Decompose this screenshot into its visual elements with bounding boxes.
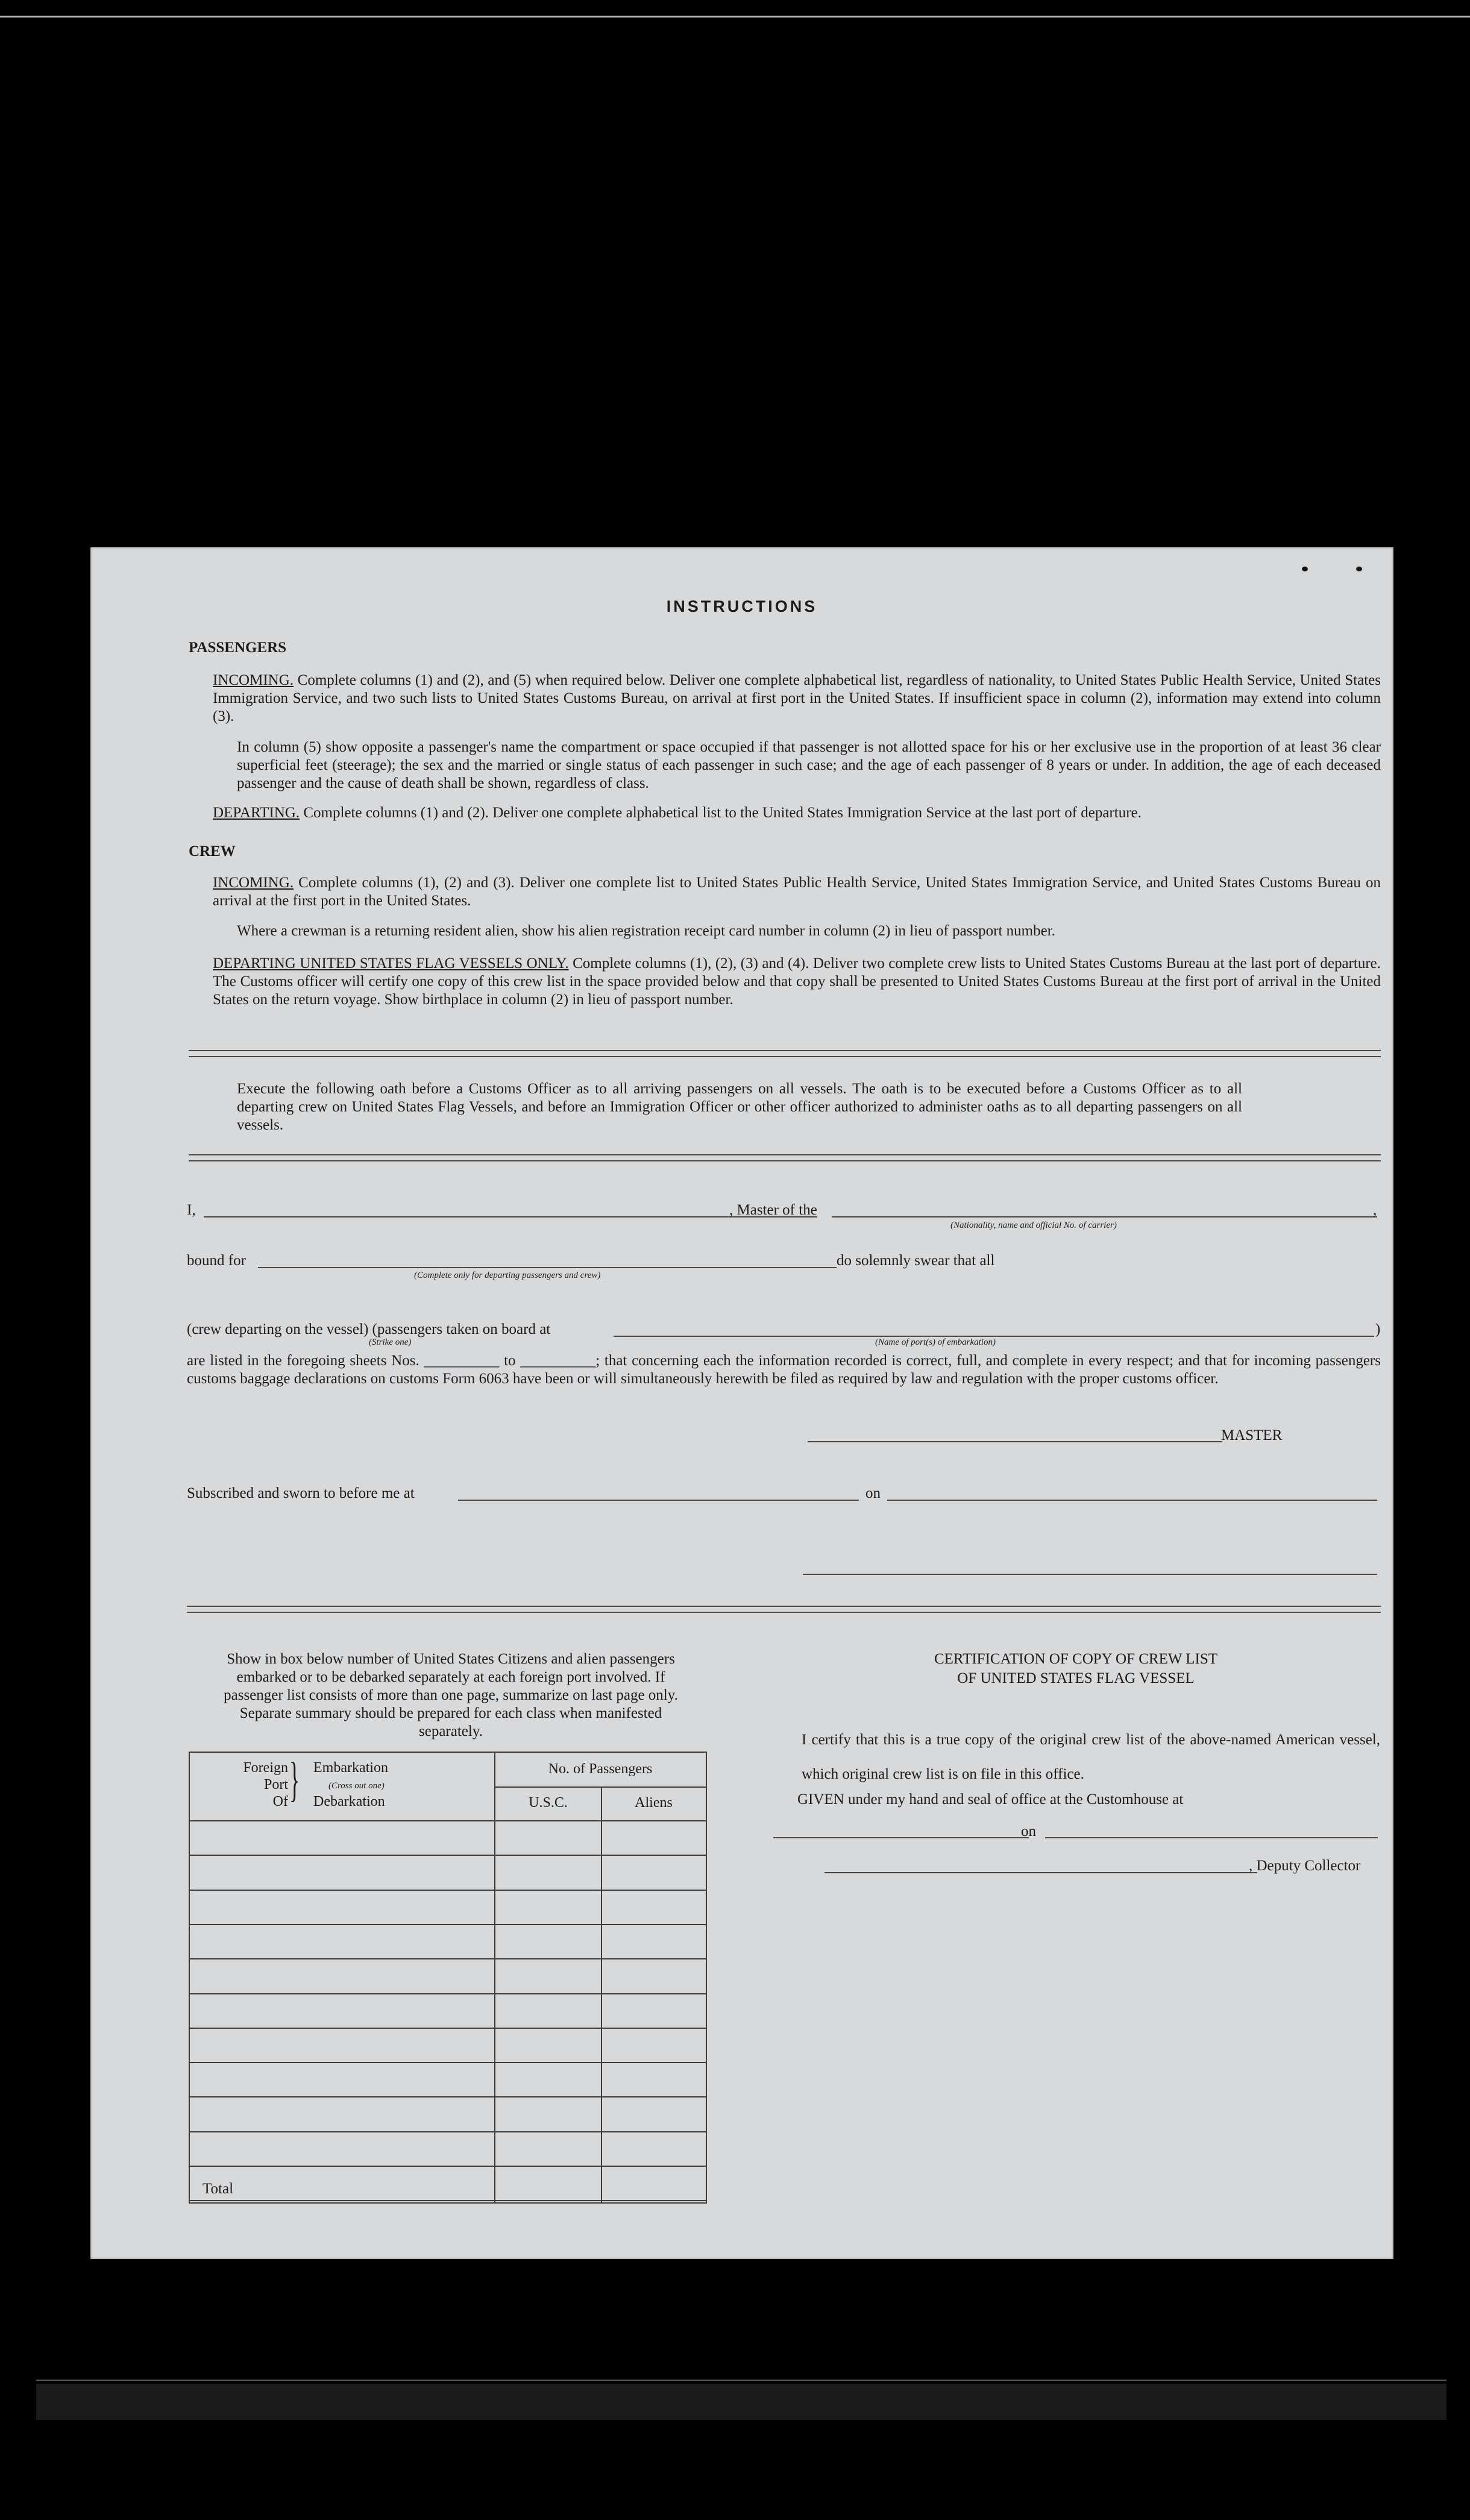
crew-departing-text: Complete columns (1), (2), (3) and (4). Deliver two complete crew lists to United States Customs Bureau at the last port of departure. The Customs officer will certify one copy of this crew list in the space provided below and that copy shall be presented to United States Customs Bureau at the first port of arrival in the United States on the return voyage. Show birthplace in column (2) in lieu of passport number. bbox=[213, 955, 1381, 1008]
table-row bbox=[189, 1820, 706, 1821]
close-paren: ) bbox=[1375, 1321, 1381, 1337]
aliens-header: Aliens bbox=[635, 1795, 673, 1811]
crew-incoming-paragraph bbox=[213, 874, 1381, 910]
solemnly-swear-label: do solemnly swear that all bbox=[837, 1252, 995, 1269]
table-column-rule bbox=[494, 1752, 495, 2204]
table-row bbox=[189, 2131, 706, 2132]
crew-departing-label: (crew departing on the vessel) (passengers taken on board at bbox=[187, 1321, 551, 1337]
page-title: INSTRUCTIONS bbox=[666, 597, 818, 615]
punch-mark bbox=[1302, 567, 1308, 571]
port-label: Port bbox=[263, 1777, 288, 1793]
master-signature-line[interactable] bbox=[808, 1441, 1222, 1442]
crew-resident-paragraph: Where a crewman is a returning resident alien, show his alien registration receipt card number in column (2) in lieu of passport number. bbox=[237, 923, 1055, 939]
passengers-incoming-paragraph bbox=[213, 671, 1381, 726]
subscribed-on-label: on bbox=[865, 1485, 881, 1501]
given-text: GIVEN under my hand and seal of office at the Customhouse at bbox=[797, 1791, 1184, 1808]
bound-for-label: bound for bbox=[187, 1252, 246, 1269]
master-label: MASTER bbox=[1221, 1427, 1283, 1444]
subscribed-place-line[interactable] bbox=[458, 1500, 859, 1501]
crew-departing-label: DEPARTING UNITED STATES FLAG VESSELS ONLY. bbox=[213, 955, 569, 972]
passengers-departing-paragraph bbox=[213, 804, 1381, 822]
table-column-rule bbox=[601, 1786, 602, 2204]
passengers-departing-text: Complete columns (1) and (2). Deliver one complete alphabetical list to the United States Immigration Service at the last port of departure. bbox=[300, 805, 1142, 821]
table-row bbox=[189, 2200, 706, 2201]
table-row bbox=[189, 2096, 706, 2097]
certification-title-1: CERTIFICATION OF COPY OF CREW LIST bbox=[934, 1651, 1218, 1667]
section-divider bbox=[187, 1606, 1381, 1613]
deputy-signature-line[interactable] bbox=[825, 1872, 1257, 1873]
master-of-label: , Master of the bbox=[729, 1202, 817, 1218]
oath-instruction: Execute the following oath before a Customs Officer as to all arriving passengers on all vessels. The oath is to be executed before a Customs Officer as to all departing crew on United States Flag Vessels, and before an Immigration Officer or other officer authorized to administer oaths as to all departing passengers on all vessels. bbox=[237, 1081, 1242, 1133]
certification-title-2: OF UNITED STATES FLAG VESSEL bbox=[957, 1670, 1195, 1686]
debarkation-label: Debarkation bbox=[313, 1794, 385, 1809]
crew-incoming-label: INCOMING. bbox=[213, 875, 294, 891]
complete-only-caption: (Complete only for departing passengers and crew) bbox=[414, 1271, 601, 1280]
table-row bbox=[189, 1890, 706, 1891]
table-row bbox=[189, 1924, 706, 1925]
customhouse-line[interactable] bbox=[773, 1837, 1029, 1838]
film-bottom-band bbox=[36, 2384, 1446, 2420]
summary-instruction: Show in box below number of United States Citizens and alien passengers embarked or to be debarked separately at each foreign port involved. If passenger list consists of more than one page, summarize on last page only. Separate summary should be prepared for each class when manifested separately. bbox=[224, 1651, 678, 1739]
officer-signature-line[interactable] bbox=[803, 1574, 1377, 1575]
usc-header: U.S.C. bbox=[529, 1795, 568, 1811]
master-name-line[interactable] bbox=[204, 1216, 817, 1218]
carrier-line[interactable] bbox=[832, 1216, 1377, 1218]
subscribed-label: Subscribed and sworn to before me at bbox=[187, 1485, 415, 1501]
subscribed-date-line[interactable] bbox=[887, 1500, 1377, 1501]
film-top-rule bbox=[0, 16, 1470, 17]
certify-text: I certify that this is a true copy of the original crew list of the above-named American vessel, which original crew list is on file in this office. bbox=[802, 1732, 1380, 1782]
comma-mark: , bbox=[1373, 1202, 1377, 1218]
table-row bbox=[189, 1993, 706, 1994]
punch-mark bbox=[1356, 567, 1362, 571]
deputy-collector-label: , Deputy Collector bbox=[1249, 1858, 1361, 1874]
table-row bbox=[189, 1855, 706, 1856]
passengers-departing-label: DEPARTING. bbox=[213, 805, 300, 821]
embarkation-port-line[interactable] bbox=[614, 1336, 1374, 1337]
no-passengers-header: No. of Passengers bbox=[548, 1761, 653, 1777]
certification-date-line[interactable] bbox=[1045, 1837, 1378, 1838]
brace-mark: } bbox=[289, 1753, 300, 1806]
port-caption: (Name of port(s) of embarkation) bbox=[875, 1337, 996, 1347]
oath-i-label: I, bbox=[187, 1202, 196, 1218]
listed-sheets-paragraph: are listed in the foregoing sheets Nos. __________ to __________; that concerning each the information recorded is correct, full, and complete in every respect; and that for incoming passengers customs baggage declarations on customs Form 6063 have been or will simultaneously herewith be filed as required by law and regulation with the proper customs officer. bbox=[187, 1353, 1381, 1387]
foreign-label: Foreign bbox=[243, 1760, 288, 1776]
bound-for-line[interactable] bbox=[258, 1267, 837, 1268]
cross-out-caption: (Cross out one) bbox=[328, 1781, 385, 1791]
passenger-summary-table bbox=[189, 1752, 707, 2204]
instruction-sheet bbox=[90, 547, 1393, 2259]
strike-one-caption: (Strike one) bbox=[369, 1337, 412, 1347]
passengers-incoming-label: INCOMING. bbox=[213, 672, 294, 688]
table-header-rule bbox=[494, 1786, 706, 1788]
nationality-caption: (Nationality, name and official No. of carrier) bbox=[950, 1221, 1117, 1230]
crew-heading: CREW bbox=[189, 843, 236, 859]
film-bottom-rule bbox=[36, 2380, 1446, 2381]
total-label: Total bbox=[203, 2181, 234, 2197]
table-row bbox=[189, 2028, 706, 2029]
embarkation-label: Embarkation bbox=[313, 1760, 388, 1776]
table-row bbox=[189, 2166, 706, 2167]
table-row bbox=[189, 1958, 706, 1959]
table-row bbox=[189, 2062, 706, 2063]
crew-incoming-text: Complete columns (1), (2) and (3). Deliver one complete list to United States Public Health Service, United States Immigration Service, and United States Customs Bureau on arrival at the first port in the United States. bbox=[213, 875, 1381, 909]
certification-on-label: on bbox=[1021, 1823, 1036, 1840]
section-divider bbox=[189, 1154, 1381, 1161]
passengers-column5-paragraph: In column (5) show opposite a passenger's name the compartment or space occupied if that passenger is not allotted space for his or her exclusive use in the proportion of at least 36 clear superficial feet (steerage); the sex and the married or single status of each passenger in such case; and the age of each passenger of 8 years or under. In addition, the age of each deceased passenger and the cause of death shall be shown, regardless of class. bbox=[237, 739, 1381, 791]
crew-departing-paragraph bbox=[213, 955, 1381, 1009]
of-label: Of bbox=[272, 1794, 288, 1809]
section-divider bbox=[189, 1050, 1381, 1057]
passengers-incoming-text: Complete columns (1) and (2), and (5) when required below. Deliver one complete alphabetical list, regardless of nationality, to United States Public Health Service, United States Immigration Service, and two such lists to United States Customs Bureau, on arrival at first port in the United States. If insufficient space in column (2), information may extend into column (3). bbox=[213, 672, 1381, 724]
passengers-heading: PASSENGERS bbox=[189, 639, 287, 656]
